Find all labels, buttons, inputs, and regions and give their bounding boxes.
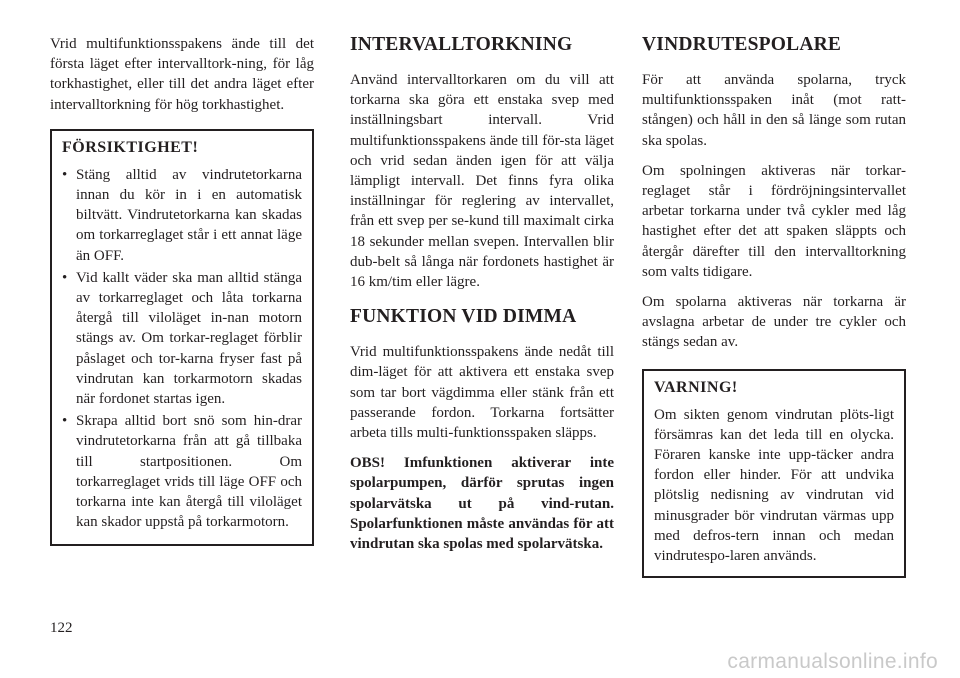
caution-item: [62, 268, 302, 409]
bullet-icon: •: [62, 413, 68, 430]
column-right: [642, 34, 906, 578]
caution-item-text: Vid kallt väder ska man alltid stänga av torkarreglaget och låta torkarna återgå till viloläget in-nan motorn stängs av. Om torkar-reglaget förblir påslaget och tor-karna fryser fast på vindrutan kan torkarmotorn skadas när fordonet startas igen.: [76, 269, 302, 408]
caution-item-text: Stäng alltid av vindrutetorkarna innan du kör in i en automatisk biltvätt. Vindrutetorkarna kan skadas om torkarreglaget står i ett annat läge än OFF.: [76, 166, 302, 264]
note-paragraph: OBS! Imfunktionen aktiverar inte spolarpumpen, därför sprutas ingen spolarvätska ut på vind-rutan. Spolarfunktionen måste användas för att vindrutan ska spolas med spolarvätska.: [350, 455, 614, 553]
caution-title: FÖRSIKTIGHET!: [62, 138, 199, 156]
mist-paragraph: Vrid multifunktionsspakens ände nedåt till dim-läget för att aktivera ett enstaka svep som tar bort vägdimma eller stänk från ett passerande fordon. Torkarna fortsätter arbeta tills multi-funktionsspaken släpps.: [350, 344, 614, 442]
heading-mist-function: FUNKTION VID DIMMA: [350, 306, 577, 328]
interval-paragraph: Använd intervalltorkaren om du vill att torkarna ska göra ett enstaka svep med inställningsbart intervall. Vrid multifunktionsspakens ände till för-sta läget och vrid sedan änden igen för att välja lämpligt intervall. Det finns fyra olika inställningar för reglering av intervallet, från ett svep per se-kund till maximalt cirka 18 sekunder mellan svepen. Intervallen blir dub-belt så långa när fordonets hastighet är 16 km/tim eller lägre.: [350, 72, 614, 291]
caution-item-text: Skrapa alltid bort snö som hin-drar vindrutetorkarna från att gå tillbaka till startpositionen. Om torkarreglaget vrids till läge OFF och torkarna inte kan återgå till viloläget kan skador uppstå på torkarmotorn.: [76, 413, 302, 531]
warning-text: Om sikten genom vindrutan plöts-ligt försämras kan det leda till en olycka. Föraren kanske inte upp-täcker andra fordon eller hinder. För att undvika plötslig nedisning av vindrutan vid minusgrader bör vindrutan värmas upp med defros-tern innan och medan vindrutespo-laren används.: [654, 406, 894, 565]
intro-paragraph: Vrid multifunktionsspakens ände till det första läget efter intervalltork-ning, för låg torkhastighet, eller till det andra läget efter intervalltorkning för hög torkhastighet.: [50, 36, 314, 113]
caution-box: [50, 129, 314, 547]
column-middle: [350, 34, 614, 564]
column-left: [50, 34, 314, 546]
caution-item: [62, 411, 302, 532]
washer-paragraph-3: Om spolarna aktiveras när torkarna är avslagna arbetar de under tre cykler och stängs sedan av.: [642, 294, 906, 351]
washer-paragraph-2: Om spolningen aktiveras när torkar-reglaget står i fördröjningsintervallet arbetar torkarna under två cykler med låg hastighet efter det att spaken släppts och återgår därefter till den intervalltorkning som valts tidigare.: [642, 162, 906, 280]
washer-paragraph-1: För att använda spolarna, tryck multifunktionsspaken inåt (mot ratt-stången) och håll in den så länge som rutan ska spolas.: [642, 72, 906, 149]
heading-windshield-washer: VINDRUTESPOLARE: [642, 34, 842, 55]
page-number: 122: [50, 620, 73, 636]
caution-list: [62, 165, 302, 533]
heading-interval-wiping: INTERVALLTORKNING: [350, 34, 573, 55]
bullet-icon: •: [62, 269, 68, 286]
warning-title: VARNING!: [654, 378, 738, 396]
watermark: carmanualsonline.info: [727, 650, 938, 673]
caution-item: [62, 165, 302, 266]
bullet-icon: •: [62, 166, 68, 183]
warning-box: [642, 369, 906, 579]
